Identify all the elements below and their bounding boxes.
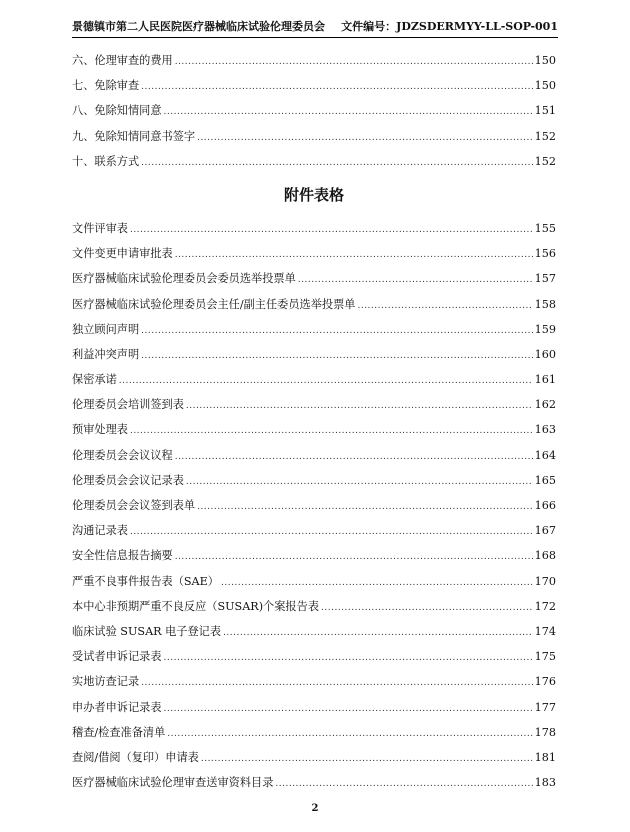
toc-dot-leader	[130, 520, 533, 545]
toc-entry-title: 受试者申诉记录表	[72, 650, 162, 664]
toc-dot-leader	[141, 319, 533, 344]
toc-entry-page: 177	[534, 700, 556, 714]
page-header	[72, 14, 558, 38]
toc-dot-leader	[164, 100, 533, 125]
toc-entry[interactable]	[72, 468, 556, 493]
toc-entry-title: 严重不良事件报告表（SAE）	[72, 574, 219, 588]
toc-entry-title: 文件变更申请审批表	[72, 247, 173, 261]
toc-dot-leader	[175, 545, 533, 570]
toc-entry-title: 六、伦理审查的费用	[72, 54, 173, 67]
toc-entry-title: 实地访查记录	[72, 675, 140, 689]
toc-dot-leader	[298, 268, 533, 293]
toc-entry[interactable]	[72, 266, 556, 291]
toc-entry-page: 151	[534, 104, 556, 118]
toc-entry-title: 安全性信息报告摘要	[72, 549, 173, 563]
toc-entry-page: 175	[534, 650, 556, 664]
toc-entry-page: 162	[534, 398, 556, 412]
toc-entry[interactable]	[72, 745, 556, 770]
toc-dot-leader	[141, 344, 533, 369]
toc-dot-leader	[321, 596, 533, 621]
toc-entry-page: 159	[534, 322, 556, 336]
toc-entry-page: 152	[534, 129, 556, 143]
toc-dot-leader	[141, 75, 533, 100]
toc-entry-title: 九、免除知情同意书签字	[72, 129, 196, 143]
toc-entry-title: 独立顾问声明	[72, 322, 140, 336]
toc-entry-page: 167	[534, 524, 556, 538]
toc-attachments-section	[72, 216, 556, 795]
toc-entry-title: 十、联系方式	[72, 154, 140, 168]
toc-entry-page: 157	[534, 272, 556, 286]
toc-entry[interactable]	[72, 594, 556, 619]
toc-entry-page: 183	[534, 776, 556, 790]
toc-entry[interactable]	[72, 518, 556, 543]
toc-entry-title: 稽查/检查准备清单	[72, 725, 166, 739]
toc-entry-page: 176	[534, 675, 556, 689]
toc-entry-page: 156	[534, 247, 556, 261]
toc-entry[interactable]	[72, 720, 556, 745]
toc-entry-title: 伦理委员会会议议程	[72, 448, 173, 462]
toc-entry[interactable]	[72, 124, 556, 149]
toc-entry-page: 164	[534, 448, 556, 462]
toc-dot-leader	[275, 772, 532, 797]
page-number: 2	[311, 803, 319, 814]
toc-entry-page: 160	[534, 347, 556, 361]
toc-entry-page: 174	[534, 624, 556, 638]
toc-entry-page: 161	[534, 373, 556, 387]
toc-entry-page: 163	[534, 423, 556, 437]
toc-entry-title: 申办者申诉记录表	[72, 700, 162, 714]
toc-dot-leader	[175, 243, 533, 268]
toc-entry[interactable]	[72, 695, 556, 720]
toc-entry-page: 158	[534, 297, 556, 311]
header-doc-number: 文件编号：JDZSDERMYY-LL-SOP-001	[341, 20, 558, 33]
toc-entry-title: 保密承诺	[72, 373, 117, 387]
toc-entry-page: 178	[534, 725, 556, 739]
toc-dot-leader	[130, 419, 533, 444]
toc-dot-leader	[175, 50, 533, 75]
toc-dot-leader	[197, 495, 533, 520]
toc-entry-title: 本中心非预期严重不良反应（SUSAR)个案报告表	[72, 599, 320, 613]
toc-dot-leader	[164, 697, 533, 722]
toc-dot-leader	[221, 571, 533, 596]
toc-entry[interactable]	[72, 770, 556, 795]
toc-entry-title: 沟通记录表	[72, 524, 128, 538]
toc-dot-leader	[167, 722, 532, 747]
toc-entry-title: 伦理委员会会议记录表	[72, 473, 184, 487]
toc-entry-page: 152	[534, 154, 556, 168]
toc-dot-leader	[357, 294, 532, 319]
toc-entry-page: 150	[534, 79, 556, 93]
toc-entry-page: 168	[534, 549, 556, 563]
toc-entry[interactable]	[72, 342, 556, 367]
toc-dot-leader	[141, 151, 533, 176]
toc-entry-page: 172	[534, 599, 556, 613]
toc-entry-title: 文件评审表	[72, 221, 128, 235]
toc-entry[interactable]	[72, 367, 556, 392]
attachments-heading: 附件表格	[283, 185, 344, 204]
toc-entry[interactable]	[72, 443, 556, 468]
toc-entry[interactable]	[72, 292, 556, 317]
toc-entry[interactable]	[72, 317, 556, 342]
toc-dot-leader	[197, 126, 533, 151]
toc-entry-page: 166	[534, 499, 556, 512]
toc-entry[interactable]	[72, 73, 556, 98]
header-organization: 景德镇市第二人民医院医疗器械临床试验伦理委员会	[72, 20, 325, 33]
toc-entry[interactable]	[72, 48, 556, 73]
toc-entry-title: 伦理委员会培训签到表	[72, 398, 184, 412]
toc-entry-title: 查阅/借阅（复印）申请表	[72, 750, 199, 764]
toc-dot-leader	[130, 218, 533, 243]
toc-entry[interactable]	[72, 417, 556, 442]
toc-entry-title: 八、免除知情同意	[72, 104, 162, 118]
toc-entry[interactable]	[72, 241, 556, 266]
toc-entry-title: 伦理委员会会议签到表单	[72, 499, 196, 512]
toc-entry[interactable]	[72, 543, 556, 568]
toc-dot-leader	[186, 394, 533, 419]
toc-entry-page: 155	[534, 221, 556, 235]
toc-entry-title: 利益冲突声明	[72, 347, 140, 361]
toc-entry[interactable]	[72, 149, 556, 174]
toc-dot-leader	[164, 646, 533, 671]
toc-entry-title: 医疗器械临床试验伦理委员会主任/副主任委员选举投票单	[72, 297, 356, 311]
toc-entry-title: 医疗器械临床试验伦理委员会委员选举投票单	[72, 272, 296, 286]
toc-entry-title: 预审处理表	[72, 423, 128, 437]
toc-entry[interactable]	[72, 392, 556, 417]
toc-entry[interactable]	[72, 493, 556, 518]
toc-entry-title: 医疗器械临床试验伦理审查送审资料目录	[72, 776, 274, 790]
toc-entry[interactable]	[72, 619, 556, 644]
toc-dot-leader	[175, 445, 533, 470]
toc-entry[interactable]	[72, 644, 556, 669]
toc-entry-title: 临床试验 SUSAR 电子登记表	[72, 624, 222, 638]
table-of-contents	[72, 48, 556, 795]
page-footer	[0, 803, 630, 814]
toc-entry-page: 165	[534, 473, 556, 487]
toc-dot-leader	[141, 671, 533, 696]
toc-dot-leader	[201, 747, 533, 772]
toc-entry[interactable]	[72, 98, 556, 123]
toc-entry-page: 170	[534, 574, 556, 588]
toc-main-section	[72, 48, 556, 174]
toc-entry[interactable]	[72, 669, 556, 694]
toc-dot-leader	[223, 621, 533, 646]
toc-entry[interactable]	[72, 216, 556, 241]
toc-entry-page: 150	[534, 54, 556, 67]
toc-dot-leader	[119, 369, 533, 394]
toc-entry[interactable]	[72, 569, 556, 594]
toc-dot-leader	[186, 470, 533, 495]
toc-entry-title: 七、免除审查	[72, 79, 140, 93]
toc-entry-page: 181	[534, 750, 556, 764]
